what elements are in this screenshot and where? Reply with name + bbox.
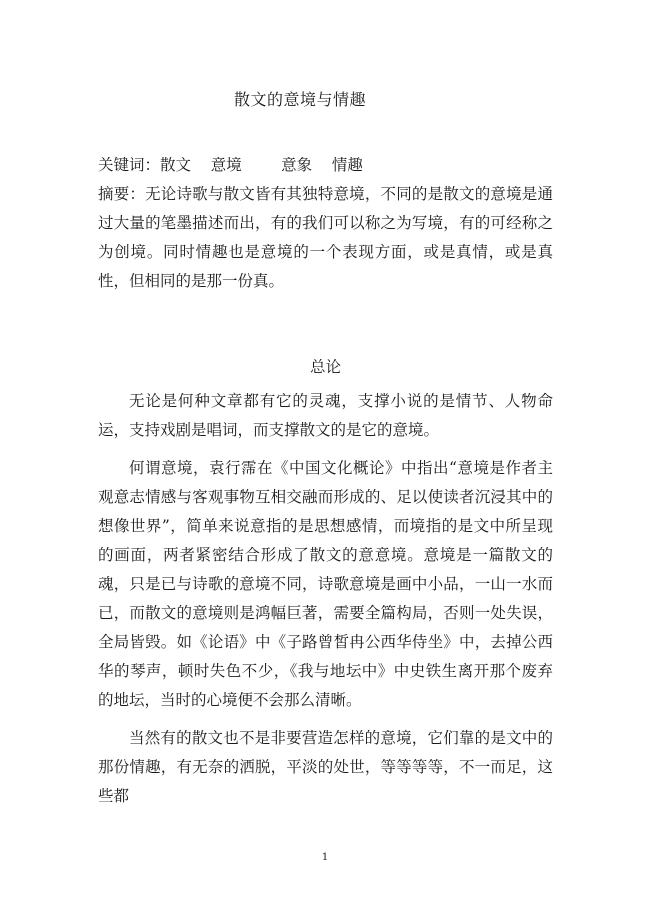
body-text: [98, 387, 553, 820]
body-paragraph-3: 当然有的散文也不是非要营造怎样的意境，它们靠的是文中的那份情趣，有无奈的洒脱，平淡的处世，等等等等，不一而足，这些都: [98, 729, 553, 805]
keywords-line: 关键词：散文 意境 意象 情趣: [98, 156, 363, 174]
body-paragraph-1: 无论是何种文章都有它的灵魂，支撑小说的是情节、人物命运，支持戏剧是唱词，而支撑散文的是它的意境。: [98, 392, 553, 439]
abstract-paragraph: 摘要：无论诗歌与散文皆有其独特意境，不同的是散文的意境是通过大量的笔墨描述而出，有的我们可以称之为写境，有的可经称之为创境。同时情趣也是意境的一个表现方面，或是真情，或是真性，但相同的是那一份真。: [98, 185, 553, 290]
document-title: 散文的意境与情趣: [233, 90, 366, 109]
section-title: 总论: [309, 358, 341, 376]
body-paragraph-2: 何谓意境，袁行霈在《中国文化概论》中指出“意境是作者主观意志情感与客观事物互相交融而形成的、足以使读者沉浸其中的想像世界”，简单来说意指的是思想感情，而境指的是文中所呈现的画面，两者紧密结合形成了散文的意意境。意境是一篇散文的魂，只是已与诗歌的意境不同，诗歌意境是画中小品，一山一水而已，而散文的意境则是鸿幅巨著，需要全篇构局，否则一处失误，全局皆毁。如《论语》中《子路曾皙冉公西华侍坐》中，去掉公西华的琴声，顿时失色不少，《我与地坛中》中史铁生离开那个废弃的地坛，当时的心境便不会那么清晰。: [98, 459, 553, 709]
page-number: 1: [321, 852, 329, 863]
